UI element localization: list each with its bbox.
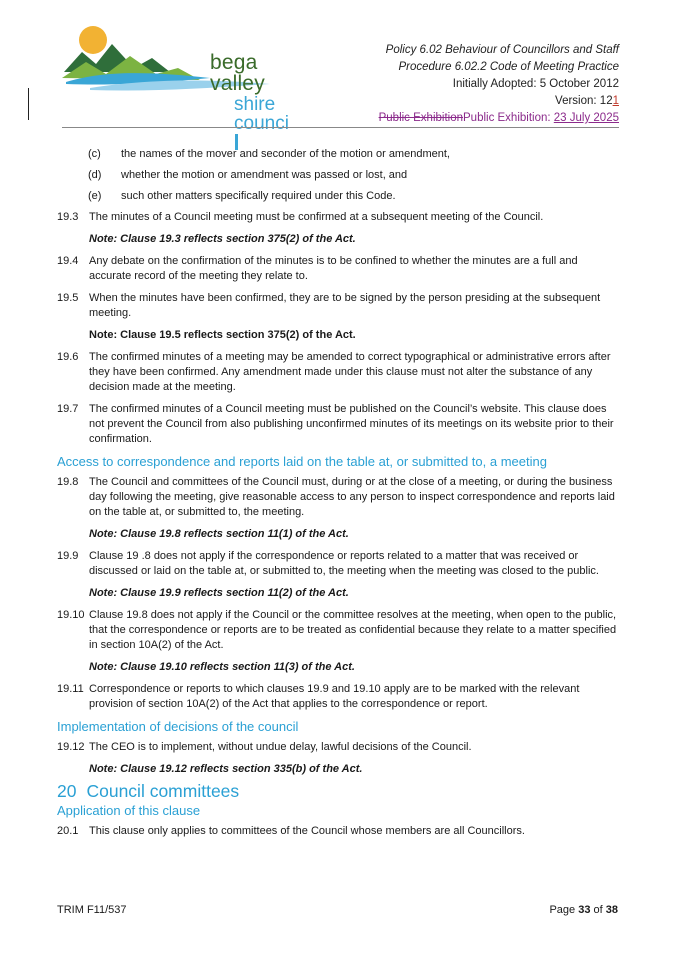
clause-19-12 (57, 740, 617, 755)
clause-19-6 (57, 350, 617, 395)
clause-19-8 (57, 475, 617, 520)
change-bar (28, 88, 29, 120)
heading-council-committees (57, 781, 617, 801)
list-item (88, 147, 617, 162)
logo-line-1: bega valley (210, 51, 265, 95)
clause-number: 19.12 (57, 741, 85, 753)
inserted-exhibition-date: 23 July 2025 (553, 112, 619, 124)
item-text: whether the motion or amendment was passed or lost, and (121, 169, 408, 181)
clause-text: The Council and committees of the Council must, during or at the close of a meeting, or during the business day following the meeting, give reasonable access to any person to inspect correspondence and reports laid on the table at, or submitted to, the meeting. (89, 476, 615, 518)
clause-text: Any debate on the confirmation of the minutes is to be confined to whether the minutes are a full and accurate record of the meeting they relate to. (89, 255, 578, 282)
clause-number: 19.7 (57, 403, 79, 415)
heading-application: Application of this clause (57, 803, 201, 818)
item-text: the names of the mover and seconder of the motion or amendment, (121, 148, 450, 160)
note-19-8: Note: Clause 19.8 reflects section 11(1) of the Act. (89, 528, 349, 540)
note-19-5: Note: Clause 19.5 reflects section 375(2) of the Act. (89, 329, 356, 341)
clause-number: 19.10 (57, 609, 85, 621)
clause-text: Clause 19 .8 does not apply if the correspondence or reports related to a matter that was received or discussed or laid on the table at, or submitted to, the meeting when the meeting was closed to the public. (89, 550, 599, 577)
heading-implementation: Implementation of decisions of the council (57, 719, 299, 734)
document-header (379, 42, 619, 127)
note-19-9: Note: Clause 19.9 reflects section 11(2) of the Act. (89, 587, 349, 599)
council-logo (60, 22, 289, 134)
heading-access-correspondence: Access to correspondence and reports laid on the table at, or submitted to, a meeting (57, 454, 547, 469)
version-line (379, 93, 619, 110)
clause-text: The confirmed minutes of a meeting may be amended to correct typographical or administrative errors after they have been confirmed. Any amendment made under this clause must not alter the substance of any decision made at the meeting. (89, 351, 611, 393)
clause-text: Correspondence or reports to which clauses 19.9 and 19.10 apply are to be marked with the relevant provision of section 10A(2) of the Act that applies to the correspondence or report. (89, 683, 580, 710)
page-word: Page (549, 904, 579, 916)
procedure-title: Procedure 6.02.2 Code of Meeting Practice (398, 61, 619, 73)
list-item (88, 189, 617, 204)
clause-19-3 (57, 210, 617, 225)
item-label: (e) (88, 190, 102, 202)
clause-number: 19.9 (57, 550, 79, 562)
logo-line-2-text: shire counci (234, 94, 289, 134)
document-footer (57, 904, 618, 916)
clause-number: 19.8 (57, 476, 79, 488)
clause-number: 19.6 (57, 351, 79, 363)
adopted-date: Initially Adopted: 5 October 2012 (452, 78, 619, 90)
clause-19-7 (57, 402, 617, 447)
clause-number: 20.1 (57, 825, 79, 837)
note-19-3: Note: Clause 19.3 reflects section 375(2) of the Act. (89, 233, 356, 245)
clause-number: 19.5 (57, 292, 79, 304)
note-19-10: Note: Clause 19.10 reflects section 11(3) of the Act. (89, 661, 355, 673)
list-item (88, 168, 617, 183)
logo-line-2 (234, 95, 289, 152)
page-current: 33 (578, 904, 591, 916)
clause-text: This clause only applies to committees of the Council whose members are all Councillors. (89, 825, 525, 837)
exhibition-line (379, 110, 619, 127)
clause-19-11 (57, 682, 617, 712)
clause-19-4 (57, 254, 617, 284)
trim-reference: TRIM F11/537 (57, 904, 127, 916)
of-word: of (590, 904, 606, 916)
clause-text: The confirmed minutes of a Council meeting must be published on the Council’s website. This clause does not prevent the Council from also publishing unconfirmed minutes of its meetings on its website prior to their confirmation. (89, 403, 614, 445)
policy-title: Policy 6.02 Behaviour of Councillors and Staff (385, 44, 619, 56)
clause-20-1 (57, 824, 617, 839)
note-19-12: Note: Clause 19.12 reflects section 335(b) of the Act. (89, 763, 363, 775)
clause-19-5 (57, 291, 617, 321)
clause-text: Clause 19.8 does not apply if the Council or the committee resolves at the meeting, when open to the public, that the correspondence or reports are to be treated as confidential because they relate to a matter specified in section 10A(2) of the Act. (89, 609, 617, 651)
page-total: 38 (605, 904, 618, 916)
item-text: such other matters specifically required under this Code. (121, 190, 396, 202)
clause-text: The minutes of a Council meeting must be confirmed at a subsequent meeting of the Council. (89, 211, 544, 223)
inserted-exhibition-label: Public Exhibition: (463, 112, 554, 124)
clause-text: The CEO is to implement, without undue delay, lawful decisions of the Council. (89, 741, 472, 753)
section-title: Council committees (86, 781, 240, 801)
document-body (57, 147, 617, 846)
version-label: Version: 12 (555, 95, 613, 107)
version-insert: 1 (612, 95, 619, 107)
clause-number: 19.11 (57, 683, 84, 695)
logo-wordmark (210, 52, 289, 152)
item-label: (d) (88, 169, 102, 181)
clause-number: 19.4 (57, 255, 79, 267)
item-label: (c) (88, 148, 101, 160)
section-number: 20 (57, 781, 77, 801)
clause-19-9 (57, 549, 617, 579)
clause-number: 19.3 (57, 211, 79, 223)
clause-19-10 (57, 608, 617, 653)
page-number (549, 904, 618, 916)
header-rule (62, 127, 619, 128)
clause-text: When the minutes have been confirmed, they are to be signed by the person presiding at the subsequent meeting. (89, 292, 601, 319)
deleted-exhibition: Public Exhibition (378, 112, 463, 124)
